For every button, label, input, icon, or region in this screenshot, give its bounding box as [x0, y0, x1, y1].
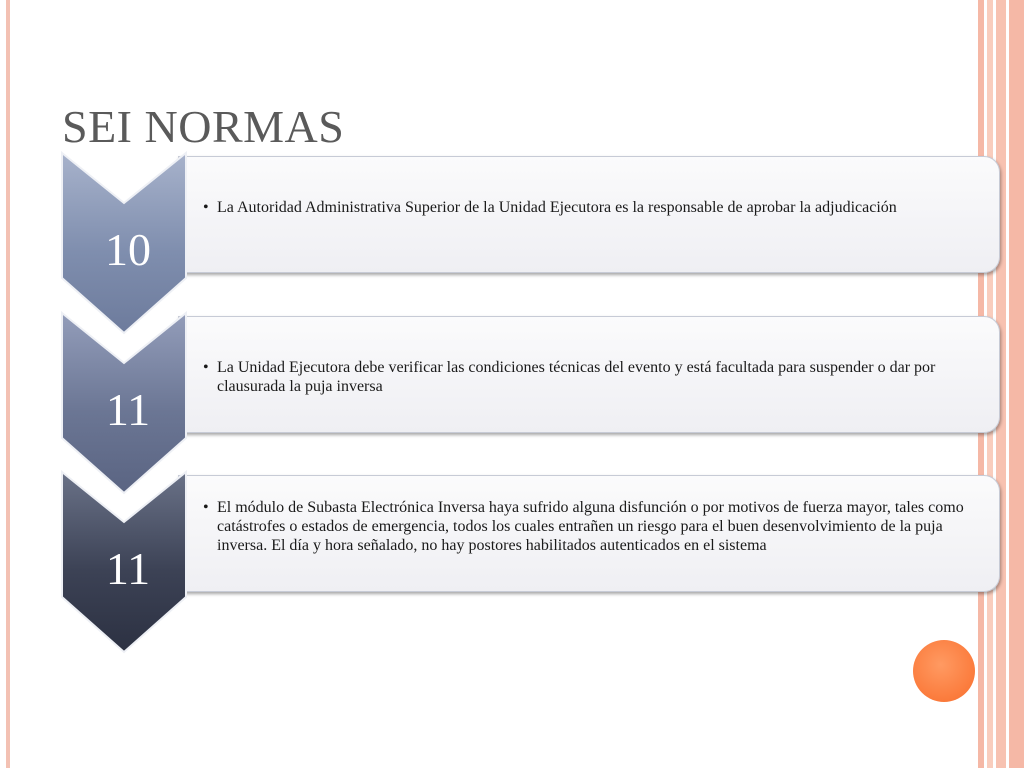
step-1-bullet: • La Autoridad Administrativa Superior de la Unidad Ejecutora es la responsable de aprobar la adjudicación — [201, 198, 985, 217]
process-step-2 — [60, 313, 950, 498]
step-3-bullet: • El módulo de Subasta Electrónica Inversa haya sufrido alguna disfunción o por motivos de fuerza mayor, tales como catástrofes o estados de emergencia, todos los cuales entrañen un riesgo para el buen desenvolvimiento de la puja inversa. El día y hora señalado, no hay postores habilitados autenticados en el sistema — [201, 498, 985, 555]
slide-title: SEI NORMAS — [62, 101, 345, 152]
step-2-bullet-list — [201, 358, 985, 396]
step-2-text-box — [178, 316, 1000, 433]
step-3-bullet-list — [201, 498, 985, 555]
step-2-number: 11 — [105, 384, 151, 435]
step-1-number: 10 — [105, 224, 151, 275]
step-1-text-box — [178, 156, 1000, 273]
step-2-bullet: • La Unidad Ejecutora debe verificar las condiciones técnicas del evento y está facultada para suspender o dar por clausurada la puja inversa — [201, 358, 985, 396]
step-1-bullet-list — [201, 198, 985, 217]
left-border-line — [6, 0, 10, 768]
step-3-number: 11 — [105, 543, 151, 594]
orange-circle-decoration — [913, 640, 975, 702]
step-3-text-box — [178, 475, 1000, 592]
process-step-1 — [60, 153, 950, 338]
process-step-3 — [60, 472, 964, 657]
